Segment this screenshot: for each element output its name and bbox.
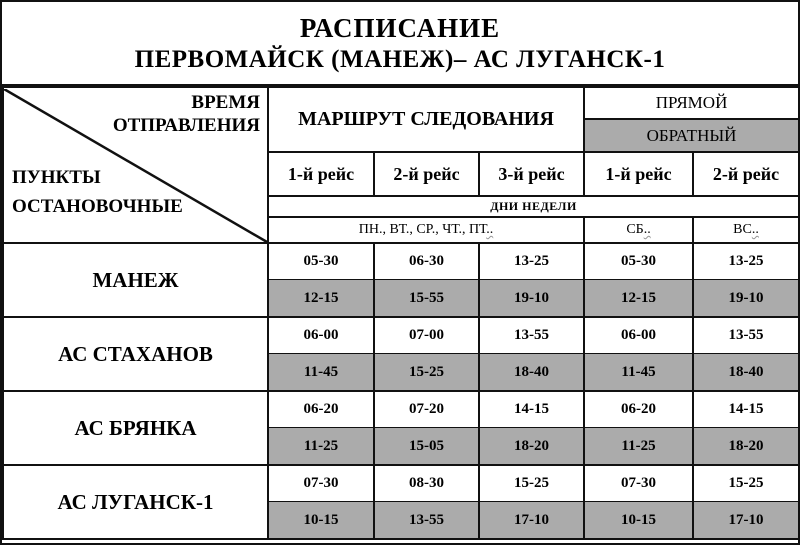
- time-cell: 15-05: [374, 428, 479, 466]
- time-cell: 06-30: [374, 243, 479, 280]
- time-cell: 11-25: [584, 428, 693, 466]
- table-row: [3, 465, 799, 502]
- time-cell: 15-25: [374, 354, 479, 392]
- table-row: [3, 391, 799, 428]
- time-cell: 11-25: [268, 428, 374, 466]
- time-cell: 18-20: [693, 428, 799, 466]
- time-cell: 06-20: [584, 391, 693, 428]
- time-cell: 15-55: [374, 280, 479, 318]
- time-cell: 05-30: [268, 243, 374, 280]
- time-cell: 18-40: [479, 354, 584, 392]
- time-cell: 12-15: [268, 280, 374, 318]
- time-cell: 10-15: [584, 502, 693, 540]
- stop-name-manezh: МАНЕЖ: [3, 243, 268, 317]
- title-line1: РАСПИСАНИЕ: [299, 13, 501, 43]
- trip-header-3: 3-й рейс: [479, 152, 584, 196]
- time-cell: 13-25: [693, 243, 799, 280]
- time-cell: 14-15: [693, 391, 799, 428]
- sunday-cell: ВС..: [693, 217, 799, 243]
- time-cell: 13-25: [479, 243, 584, 280]
- time-cell: 13-55: [693, 317, 799, 354]
- stop-name-stakhanov: АС СТАХАНОВ: [3, 317, 268, 391]
- time-cell: 10-15: [268, 502, 374, 540]
- time-cell: 14-15: [479, 391, 584, 428]
- stop-name-bryanka: АС БРЯНКА: [3, 391, 268, 465]
- time-cell: 12-15: [584, 280, 693, 318]
- stop-points-label: ПУНКТЫ ОСТАНОВОЧНЫЕ: [12, 166, 183, 217]
- title-line2: ПЕРВОМАЙСК (МАНЕЖ)– АС ЛУГАНСК-1: [134, 46, 666, 74]
- route-header: МАРШРУТ СЛЕДОВАНИЯ: [268, 87, 584, 152]
- time-cell: 11-45: [268, 354, 374, 392]
- table-row: [3, 243, 799, 280]
- saturday-cell: СБ..: [584, 217, 693, 243]
- time-cell: 06-00: [584, 317, 693, 354]
- time-cell: 07-00: [374, 317, 479, 354]
- corner-header-cell: [3, 87, 268, 243]
- time-cell: 06-20: [268, 391, 374, 428]
- time-cell: 17-10: [479, 502, 584, 540]
- time-cell: 19-10: [693, 280, 799, 318]
- time-cell: 08-30: [374, 465, 479, 502]
- departure-time-label: ВРЕМЯ ОТПРАВЛЕНИЯ: [112, 91, 260, 137]
- days-of-week-header: ДНИ НЕДЕЛИ: [268, 196, 799, 217]
- time-cell: 06-00: [268, 317, 374, 354]
- direction-backward: ОБРАТНЫЙ: [584, 119, 799, 152]
- time-cell: 05-30: [584, 243, 693, 280]
- time-cell: 15-25: [693, 465, 799, 502]
- time-cell: 11-45: [584, 354, 693, 392]
- time-cell: 07-30: [268, 465, 374, 502]
- time-cell: 07-30: [584, 465, 693, 502]
- schedule-table: [2, 86, 800, 540]
- time-cell: 15-25: [479, 465, 584, 502]
- time-cell: 13-55: [374, 502, 479, 540]
- direction-forward: ПРЯМОЙ: [584, 87, 799, 119]
- time-cell: 13-55: [479, 317, 584, 354]
- time-cell: 18-40: [693, 354, 799, 392]
- trip-header-1: 1-й рейс: [268, 152, 374, 196]
- time-cell: 19-10: [479, 280, 584, 318]
- time-cell: 18-20: [479, 428, 584, 466]
- weekdays-cell: ПН., ВТ., СР., ЧТ., ПТ..: [268, 217, 584, 243]
- time-cell: 17-10: [693, 502, 799, 540]
- trip-header-2: 2-й рейс: [374, 152, 479, 196]
- trip-header-5: 2-й рейс: [693, 152, 799, 196]
- time-cell: 07-20: [374, 391, 479, 428]
- trip-header-4: 1-й рейс: [584, 152, 693, 196]
- stop-name-lugansk-1: АС ЛУГАНСК-1: [3, 465, 268, 539]
- page-title: [2, 2, 798, 86]
- table-row: [3, 317, 799, 354]
